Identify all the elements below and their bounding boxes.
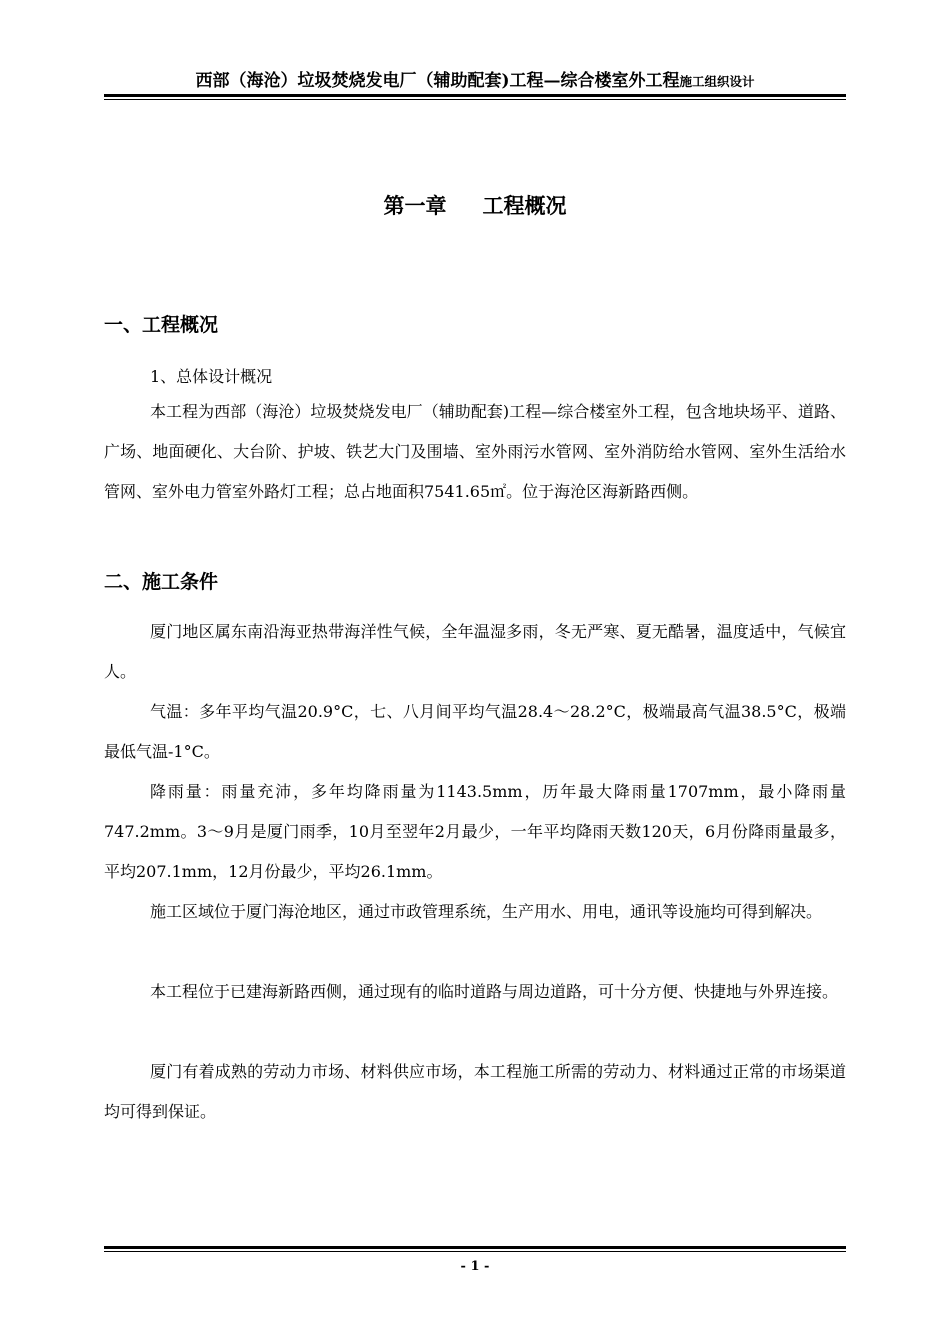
header-rule-thick [104,94,846,97]
header-title-suffix: 施工组织设计 [679,74,755,89]
paragraph-design-overview: 本工程为西部（海沧）垃圾焚烧发电厂（辅助配套)工程—综合楼室外工程，包含地块场平、道路、广场、地面硬化、大台阶、护坡、铁艺大门及围墙、室外雨污水管网、室外消防给水管网、室外生活给水管网、室外电力管室外路灯工程；总占地面积7541.65㎡。位于海沧区海新路西侧。 [104,402,846,501]
paragraph-temperature: 气温：多年平均气温20.9°C，七、八月间平均气温28.4～28.2°C，极端最高气温38.5°C，极端最低气温-1°C。 [104,702,846,761]
footer-rule-thick [104,1246,846,1249]
paragraph-labor-materials: 厦门有着成熟的劳动力市场、材料供应市场，本工程施工所需的劳动力、材料通过正常的市场渠道均可得到保证。 [104,1062,846,1121]
header-title-main: 西部（海沧）垃圾焚烧发电厂（辅助配套)工程—综合楼室外工程 [195,71,680,91]
chapter-name: 工程概况 [482,194,567,218]
chapter-title [0,190,950,220]
page-number: - 1 - [460,1259,490,1274]
sub-heading-design-overview: 1、总体设计概况 [150,367,273,386]
paragraph-roads: 本工程位于已建海新路西侧，通过现有的临时道路与周边道路，可十分方便、快捷地与外界连接。 [150,982,839,1001]
paragraph-rainfall: 降雨量：雨量充沛，多年均降雨量为1143.5mm，历年最大降雨量1707mm，最小降雨量747.2mm。3～9月是厦门雨季，10月至翌年2月最少，一年平均降雨天数120天，6月份降雨量最多，平均207.1mm，12月份最少，平均26.1mm。 [104,782,846,881]
section-heading-overview: 一、工程概况 [104,314,219,336]
header-rule-thin [104,99,846,100]
section-heading-conditions: 二、施工条件 [104,571,219,593]
chapter-number: 第一章 [383,194,447,218]
footer-rule-thin [104,1251,846,1252]
paragraph-climate: 厦门地区属东南沿海亚热带海洋性气候，全年温湿多雨，冬无严寒、夏无酷暑，温度适中，气候宜人。 [104,622,846,681]
page-header-title [104,66,846,91]
paragraph-utilities: 施工区域位于厦门海沧地区，通过市政管理系统，生产用水、用电，通讯等设施均可得到解决。 [150,902,823,921]
